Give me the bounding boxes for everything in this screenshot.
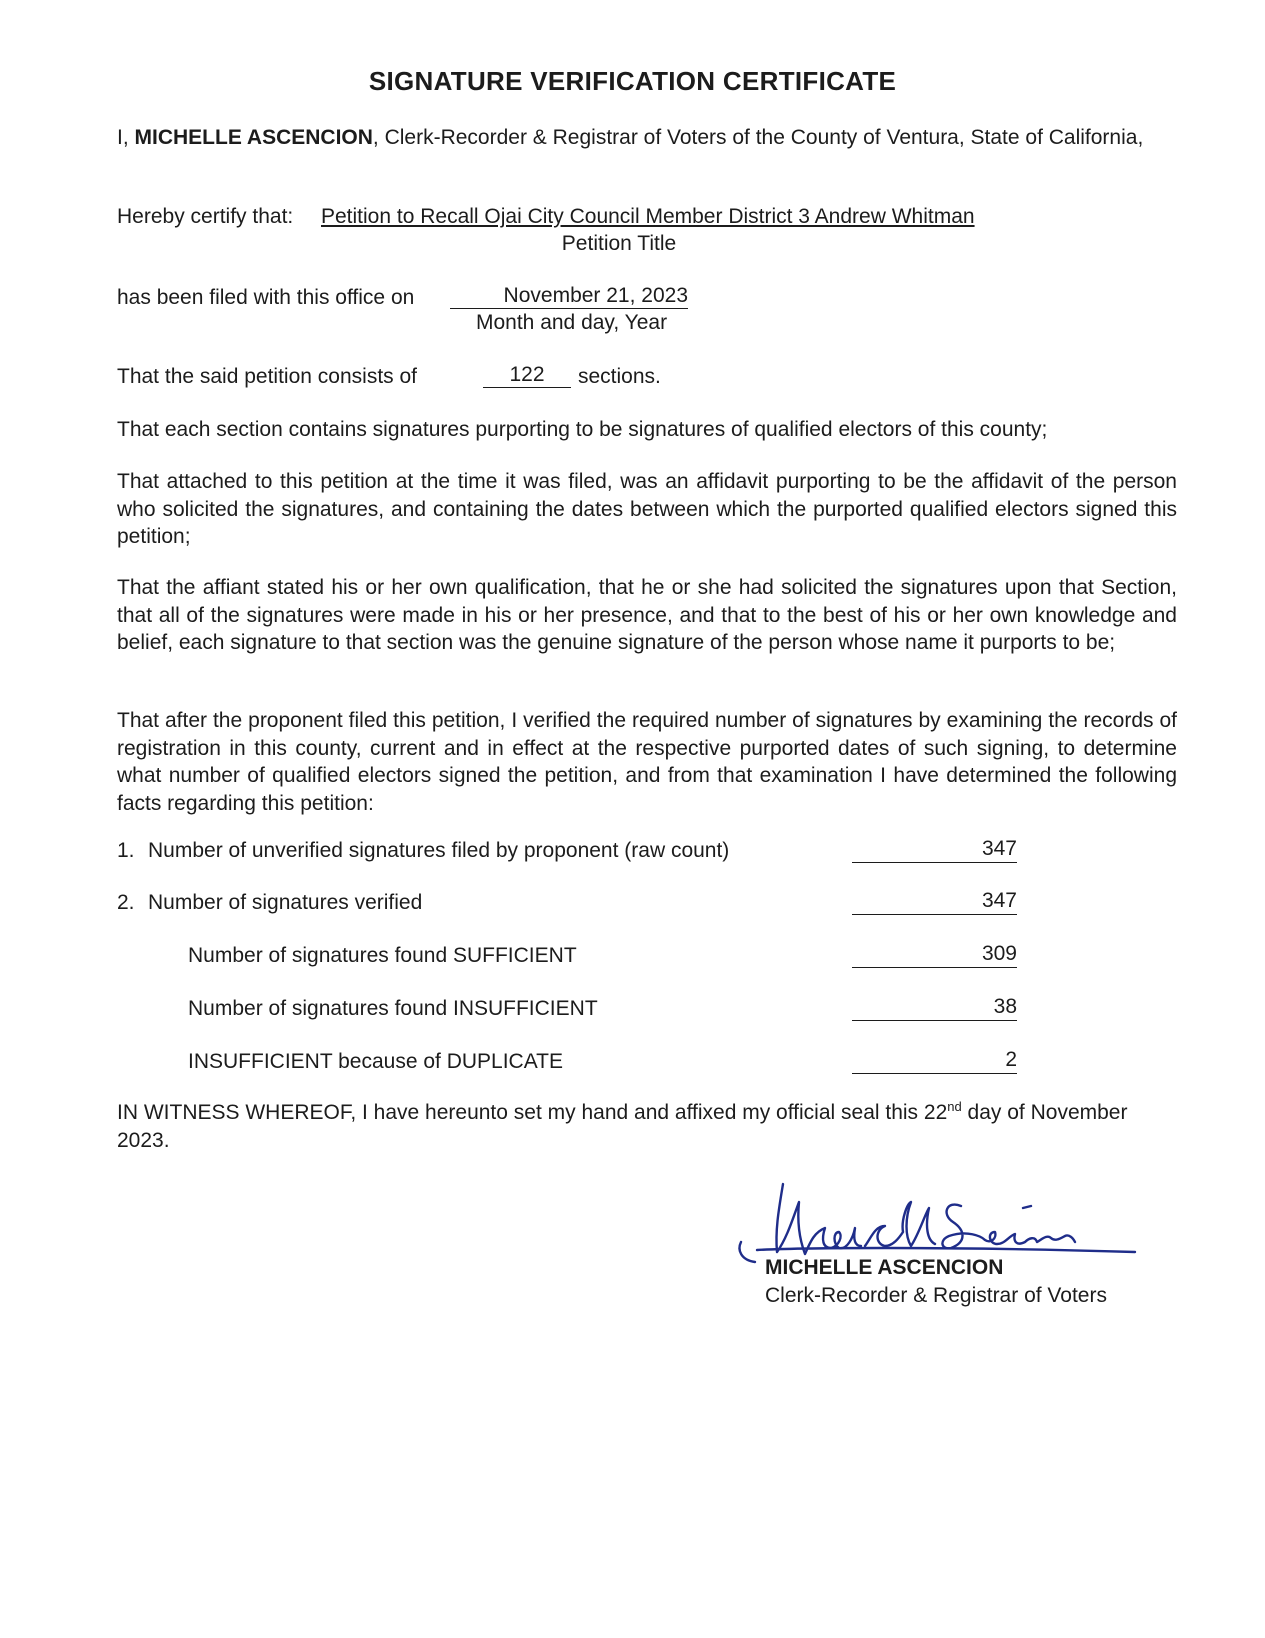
sections-suffix: sections. [578,365,661,388]
fact-label-verified: Number of signatures verified [148,891,423,914]
paragraph-affiant: That the affiant stated his or her own qualification, that he or she had solicited the signatures upon that Section, that all of the signatures were made in his or her presence, and that to the best of his or her own knowledge and belief, each signature to that section was the genuine signature of the person whose name it purports to be; [117,576,1177,654]
petition-title-caption: Petition Title [561,232,677,255]
certify-label: Hereby certify that: [117,205,294,228]
witness-text-end: day of November 2023. [117,1101,1128,1152]
fact-value-sufficient: 309 [852,941,1017,968]
fact-label-raw-count: Number of unverified signatures filed by proponent (raw count) [148,839,730,862]
paragraph-affidavit: That attached to this petition at the time it was filed, was an affidavit purporting to be the affidavit of the person who solicited the signatures, and containing the dates between which the purported qualified electors signed this petition; [117,470,1177,548]
sections-count-value: 122 [509,363,545,386]
fact-value-verified: 347 [852,888,1017,915]
intro-prefix: I, [117,126,135,149]
fact-number: 1. [117,839,135,862]
filed-label: has been filed with this office on [117,286,415,309]
filed-date-value: November 21, 2023 [503,284,688,307]
witness-statement [117,1099,1157,1154]
filed-date [450,284,688,309]
clerk-name: MICHELLE ASCENCION [134,126,373,149]
witness-text-start: IN WITNESS WHEREOF, I have hereunto set my hand and affixed my official seal this 22 [117,1101,948,1124]
sections-count [483,363,571,388]
paragraph-verification: That after the proponent filed this petition, I verified the required number of signatures by examining the records of registration in this county, current and in effect at the respective purported dates of such signing, to determine what number of qualified electors signed the petition, and from that examination I have determined the following facts regarding this petition: [117,709,1177,815]
witness-ordinal: nd [947,1099,962,1114]
paragraph-sections-contain: That each section contains signatures purporting to be signatures of qualified electors of this county; [117,418,1048,441]
intro-paragraph [117,124,1177,152]
intro-suffix: , Clerk-Recorder & Registrar of Voters of the County of Ventura, State of California, [372,126,1144,149]
fact-number: 2. [117,891,135,914]
signatory-name: MICHELLE ASCENCION [765,1256,1004,1279]
fact-value-raw-count: 347 [852,836,1017,863]
fact-value-insufficient: 38 [852,994,1017,1021]
petition-title: Petition to Recall Ojai City Council Member District 3 Andrew Whitman [321,205,975,228]
document-title: SIGNATURE VERIFICATION CERTIFICATE [368,66,897,96]
filed-date-caption: Month and day, Year [476,311,668,334]
fact-label-insufficient: Number of signatures found INSUFFICIENT [188,997,598,1020]
signatory-role: Clerk-Recorder & Registrar of Voters [765,1284,1107,1307]
sections-prefix: That the said petition consists of [117,365,417,388]
fact-label-duplicate: INSUFFICIENT because of DUPLICATE [188,1050,563,1073]
fact-label-sufficient: Number of signatures found SUFFICIENT [188,944,577,967]
fact-value-duplicate: 2 [852,1047,1017,1074]
